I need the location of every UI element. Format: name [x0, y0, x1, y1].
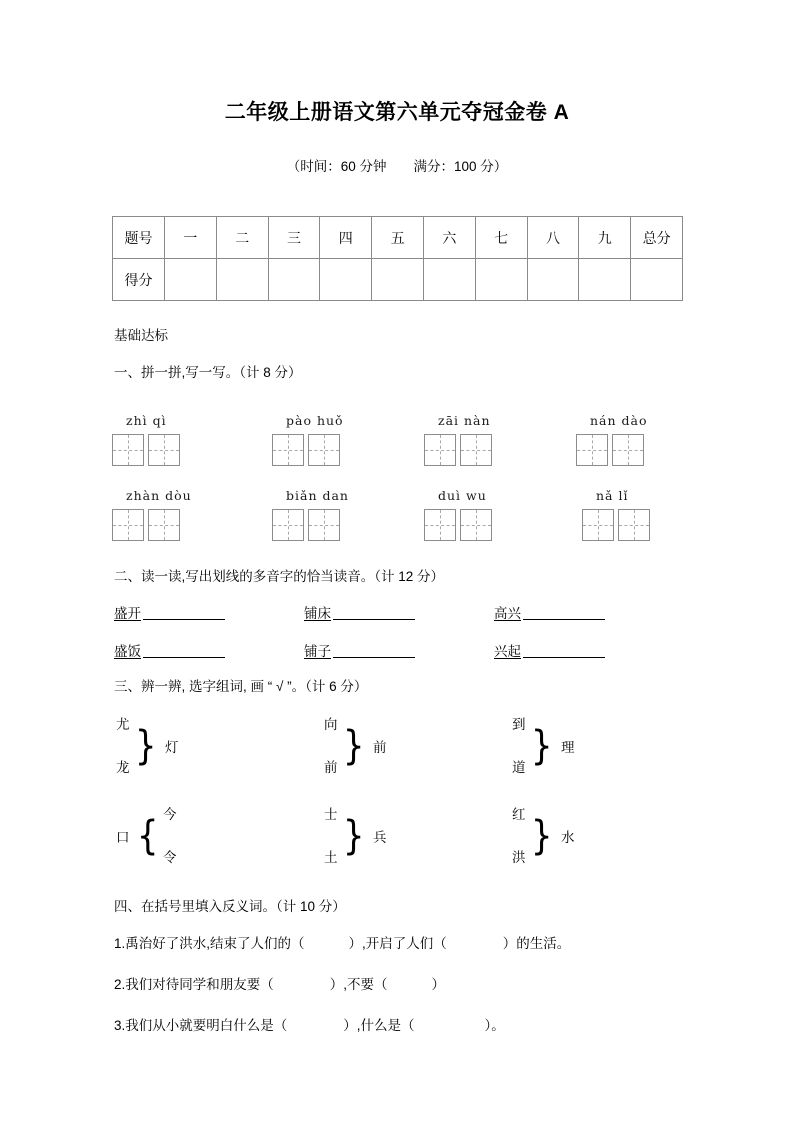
tianzige-row: [112, 509, 192, 541]
choice-option-bottom[interactable]: 洪: [512, 849, 526, 865]
pinyin-text: duì wu: [438, 488, 487, 503]
polyphone-item-2: [304, 602, 415, 622]
brace-icon: }: [342, 813, 365, 859]
choice-item-3: [512, 718, 574, 774]
pinyin-group-1: [112, 413, 180, 466]
pinyin-group-7: [424, 488, 492, 541]
choice-item-4: [116, 808, 176, 864]
answer-blank[interactable]: [143, 657, 225, 658]
score-cell-9[interactable]: [579, 259, 631, 301]
score-table-col-5: 五: [372, 217, 424, 259]
choice-options: [324, 808, 338, 864]
polyphone-word: 盛饭: [114, 644, 141, 659]
polyphone-item-1: [114, 602, 225, 622]
tianzige-box[interactable]: [576, 434, 608, 466]
tianzige-box[interactable]: [308, 434, 340, 466]
polyphone-item-4: [114, 640, 225, 660]
tianzige-row: [424, 434, 492, 466]
choice-options: [163, 808, 177, 864]
question-text-c: ）。: [484, 1018, 505, 1033]
choice-keyword: 水: [560, 830, 575, 845]
brace-icon: {: [136, 813, 159, 859]
choice-option-top[interactable]: 尤: [116, 717, 130, 732]
question-item-2: [114, 973, 445, 993]
polyphone-item-6: [494, 640, 605, 660]
score-table-col-6: 六: [423, 217, 475, 259]
question-text-b: ）,什么是（: [343, 1018, 415, 1033]
choice-options: [512, 718, 526, 774]
choice-option-top[interactable]: 士: [324, 807, 338, 822]
tianzige-box[interactable]: [424, 509, 456, 541]
score-table: [112, 216, 683, 301]
score-table-col-1: 一: [165, 217, 217, 259]
pinyin-text: zhàn dòu: [126, 488, 192, 503]
part-label-basics: 基础达标: [114, 328, 168, 343]
polyphone-word: 兴起: [494, 644, 521, 659]
pinyin-group-5: [112, 488, 192, 541]
choice-options: [116, 718, 130, 774]
tianzige-box[interactable]: [618, 509, 650, 541]
pinyin-text: nǎ lǐ: [596, 488, 629, 503]
pinyin-group-3: [424, 413, 492, 466]
tianzige-row: [576, 434, 648, 466]
pinyin-text: nán dào: [590, 413, 648, 428]
choice-option-bottom[interactable]: 前: [324, 759, 338, 775]
brace-icon: }: [342, 723, 365, 769]
choice-option-top[interactable]: 红: [512, 807, 526, 822]
polyphone-word: 高兴: [494, 606, 521, 621]
exam-subtitle: （时间：60 分钟 满分：100 分）: [286, 159, 508, 174]
polyphone-word: 铺子: [304, 644, 331, 659]
tianzige-box[interactable]: [272, 434, 304, 466]
score-cell-1[interactable]: [165, 259, 217, 301]
question-text-a: 3.我们从小就要明白什么是（: [114, 1018, 288, 1033]
tianzige-box[interactable]: [272, 509, 304, 541]
pinyin-text: biǎn dan: [286, 488, 349, 503]
score-cell-5[interactable]: [372, 259, 424, 301]
choice-options: [512, 808, 526, 864]
choice-keyword: 兵: [372, 830, 387, 845]
question-text-a: 1.禹治好了洪水,结束了人们的（: [114, 936, 305, 951]
choice-option-top[interactable]: 今: [162, 807, 177, 822]
choice-item-2: [324, 718, 386, 774]
tianzige-box[interactable]: [308, 509, 340, 541]
score-table-col-9: 九: [579, 217, 631, 259]
choice-item-5: [324, 808, 386, 864]
score-table-col-4: 四: [320, 217, 372, 259]
choice-keyword: 口: [116, 830, 130, 845]
polyphone-item-3: [494, 602, 605, 622]
pinyin-group-8: [582, 488, 650, 541]
score-table-col-2: 二: [216, 217, 268, 259]
section1-heading: 一、拼一拼,写一写。（计 8 分）: [114, 365, 302, 380]
choice-item-1: [116, 718, 178, 774]
brace-icon: }: [530, 813, 553, 859]
answer-blank[interactable]: [333, 619, 415, 620]
pinyin-group-6: [272, 488, 349, 541]
answer-blank[interactable]: [333, 657, 415, 658]
question-text-b: ）,开启了人们（: [348, 936, 447, 951]
score-table-col-8: 八: [527, 217, 579, 259]
tianzige-box[interactable]: [148, 509, 180, 541]
choice-option-top[interactable]: 向: [324, 717, 338, 732]
choice-option-bottom[interactable]: 令: [162, 849, 177, 865]
question-item-1: [114, 932, 570, 952]
tianzige-box[interactable]: [582, 509, 614, 541]
brace-icon: }: [530, 723, 553, 769]
pinyin-text: zāi nàn: [438, 413, 491, 428]
tianzige-box[interactable]: [112, 434, 144, 466]
score-cell-7[interactable]: [475, 259, 527, 301]
tianzige-box[interactable]: [112, 509, 144, 541]
section3-heading: 三、辨一辨, 选字组词, 画 “ √ ”。（计 6 分）: [114, 679, 368, 694]
tianzige-row: [112, 434, 180, 466]
pinyin-group-4: [576, 413, 648, 466]
score-table-row-label: 题号: [113, 217, 165, 259]
question-text-c: ）: [431, 977, 446, 992]
tianzige-row: [272, 434, 344, 466]
tianzige-box[interactable]: [612, 434, 644, 466]
section2-heading: 二、读一读,写出划线的多音字的恰当读音。（计 12 分）: [114, 569, 445, 584]
tianzige-row: [272, 509, 349, 541]
score-table-col-total: 总分: [631, 217, 683, 259]
polyphone-word: 铺床: [304, 606, 331, 621]
polyphone-item-5: [304, 640, 415, 660]
brace-icon: }: [134, 723, 157, 769]
section4-heading: 四、在括号里填入反义词。（计 10 分）: [114, 899, 346, 914]
table-row-score: [113, 259, 683, 301]
polyphone-word: 盛开: [114, 606, 141, 621]
score-cell-8[interactable]: [527, 259, 579, 301]
table-row-header: [113, 217, 683, 259]
choice-item-6: [512, 808, 574, 864]
tianzige-row: [424, 509, 492, 541]
score-cell-total[interactable]: [631, 259, 683, 301]
score-table-col-7: 七: [475, 217, 527, 259]
choice-option-bottom[interactable]: 龙: [116, 759, 130, 775]
tianzige-box[interactable]: [148, 434, 180, 466]
pinyin-group-2: [272, 413, 344, 466]
question-text-c: ）的生活。: [502, 936, 571, 951]
choice-option-bottom[interactable]: 土: [324, 849, 338, 865]
page-title: 二年级上册语文第六单元夺冠金卷 A: [224, 101, 570, 124]
pinyin-text: pào huǒ: [286, 413, 344, 428]
choice-options: [324, 718, 338, 774]
question-text-b: ）,不要（: [329, 977, 388, 992]
score-table-col-3: 三: [268, 217, 320, 259]
choice-keyword: 前: [372, 740, 387, 755]
score-cell-2[interactable]: [216, 259, 268, 301]
choice-option-top[interactable]: 到: [512, 717, 526, 732]
choice-option-bottom[interactable]: 道: [512, 759, 526, 775]
score-cell-4[interactable]: [320, 259, 372, 301]
tianzige-box[interactable]: [424, 434, 456, 466]
score-cell-3[interactable]: [268, 259, 320, 301]
pinyin-text: zhì qì: [126, 413, 167, 428]
question-item-3: [114, 1014, 505, 1034]
question-text-a: 2.我们对待同学和朋友要（: [114, 977, 274, 992]
answer-blank[interactable]: [523, 619, 605, 620]
answer-blank[interactable]: [523, 657, 605, 658]
answer-blank[interactable]: [143, 619, 225, 620]
choice-keyword: 灯: [164, 740, 179, 755]
score-table-row-label-score: 得分: [113, 259, 165, 301]
tianzige-box[interactable]: [460, 434, 492, 466]
tianzige-row: [582, 509, 650, 541]
tianzige-box[interactable]: [460, 509, 492, 541]
score-cell-6[interactable]: [423, 259, 475, 301]
choice-keyword: 理: [560, 740, 575, 755]
